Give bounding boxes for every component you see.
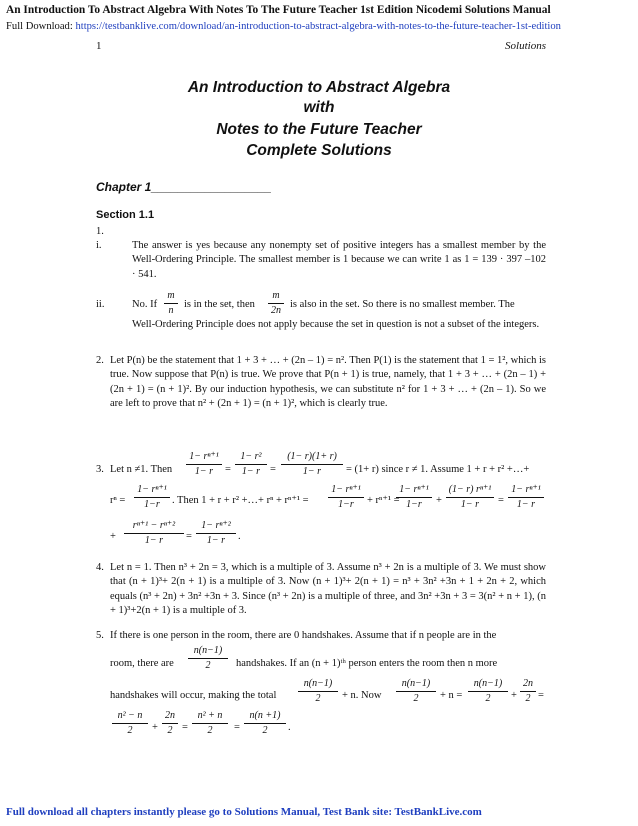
fraction-denominator: 2 (315, 693, 321, 704)
fraction-numerator: 2n (523, 678, 533, 689)
problem-1-ii-text-c: is also in the set. So there is no smallest member. The (290, 299, 515, 310)
fraction-split-a (396, 484, 432, 511)
fraction-denominator: 1− r (144, 535, 164, 546)
fraction-1-minus-r-n1 (186, 451, 222, 478)
problem-3-line2-e: = (498, 495, 504, 506)
fraction-difference (124, 520, 184, 547)
chapter-heading: Chapter 1__________________ (96, 180, 272, 194)
fraction-numerator: n(n +1) (249, 710, 281, 721)
fraction-numerator: 1− rⁿ⁺¹ (399, 484, 429, 495)
problem-5-line3-c: + n = (440, 690, 463, 701)
fraction-denominator: 1− r (516, 499, 536, 510)
problem-1-i-text: The answer is yes because any nonempty set of positive integers has a smallest member by the Well-Ordering Principle. The smallest member is 1 because we can write 1 as 1 = 139 · 397 –102 · 541. (132, 240, 546, 280)
fraction-denominator: 2 (413, 693, 419, 704)
fraction-numerator: n(n−1) (473, 678, 503, 689)
problem-3-line2-d: + (436, 495, 442, 506)
fraction-denominator: 2 (207, 725, 213, 736)
problem-3-line2-c: + rⁿ⁺¹ = (367, 495, 400, 506)
problem-4-number: 4. (96, 562, 104, 573)
fraction-denominator: 2 (127, 725, 133, 736)
fraction-denominator: 1− r (194, 466, 214, 477)
document-header-title: An Introduction To Abstract Algebra With Notes To The Future Teacher 1st Edition Nicodemi Solutions Manual (6, 4, 551, 16)
fraction-final (244, 710, 286, 737)
page-number: 1 (96, 40, 102, 52)
fraction-denominator: 2 (525, 693, 531, 704)
fraction-denominator: 1− r (206, 535, 226, 546)
problem-3-line3-a: + (110, 531, 116, 542)
fraction-numerator: n(n−1) (193, 645, 223, 656)
problem-5-line4-c: = (234, 722, 240, 733)
fraction-denominator: 2n (271, 305, 281, 316)
problem-5-line2-b: handshakes. If an (n + 1)ᵗʰ person enters the room then n more (236, 658, 498, 669)
problem-3-line2-a: rⁿ = (110, 495, 126, 506)
problem-1-ii-label: ii. (96, 299, 105, 310)
fraction-denominator: 2 (205, 660, 211, 671)
problem-5-line2-a: room, there are (110, 658, 174, 669)
fraction-n2-plus-n (192, 710, 228, 737)
fraction-split-b (446, 484, 494, 511)
download-label: Full Download: (6, 21, 76, 32)
problem-3-line3-b: = (186, 531, 192, 542)
problem-5-line3-b: + n. Now (342, 690, 382, 701)
problem-5-line3-e: = (538, 690, 544, 701)
fraction-numerator: n(n−1) (303, 678, 333, 689)
fraction-denominator: n (168, 305, 174, 316)
fraction-numerator: 1− rⁿ⁺¹ (331, 484, 361, 495)
running-head: Solutions (505, 40, 546, 52)
problem-5-number: 5. (96, 630, 104, 641)
fraction-assumption (134, 484, 170, 511)
problem-1-i-label: i. (96, 240, 102, 251)
fraction-numerator: n² − n (117, 710, 143, 721)
fraction-denominator: 2 (485, 693, 491, 704)
problem-1-number: 1. (96, 226, 104, 237)
fraction-denominator: 1−r (144, 499, 160, 510)
fraction-numerator: 1− rⁿ⁺¹ (189, 451, 219, 462)
section-heading: Section 1.1 (96, 209, 155, 221)
problem-2-number: 2. (96, 355, 104, 366)
fraction-m-over-2n (268, 290, 284, 317)
fraction-result (196, 520, 236, 547)
fraction-1-minus-r2 (235, 451, 267, 478)
problem-5-line4-d: . (288, 722, 291, 733)
problem-1-ii-text-b: is in the set, then (184, 299, 255, 310)
title-line-1: An Introduction to Abstract Algebra (187, 79, 451, 96)
equals-sign: = (270, 464, 276, 475)
problem-5-line1: If there is one person in the room, there are 0 handshakes. Assume that if n people are in the (110, 630, 497, 641)
fraction-2n-over-2 (162, 710, 178, 737)
problem-5-line3-d: + (511, 690, 517, 701)
problem-5-line3-a: handshakes will occur, making the total (110, 690, 277, 701)
fraction-numerator: 1− rⁿ⁺¹ (511, 484, 541, 495)
problem-2-text: Let P(n) be the statement that 1 + 3 + … + (2n – 1) = n². Then P(1) is the statement that 1 = 1², which is true. Now suppose that P(n) is true. We prove that P(n + 1) is true, namely, that 1 + 3 + … + (2n – 1) + (2n + 1) = (n + 1)². By our induction hypothesis, we can substitute n² for 1 + 3 + … + (2n – 1). So we are left to prove that n² + (2n + 1) = (n + 1)², which is clearly true. (110, 355, 546, 409)
fraction-numerator: 2n (165, 710, 175, 721)
fraction-numerator: 1− r² (240, 451, 262, 462)
fraction-total (298, 678, 338, 705)
fraction-numerator: 1− rⁿ⁺² (201, 520, 231, 531)
title-line-3: Notes to the Future Teacher (216, 121, 422, 138)
download-link[interactable]: https://testbanklive.com/download/an-introduction-to-abstract-algebra-with-notes-to-the-future-teacher-1st-edition (75, 21, 561, 32)
problem-5-line4-b: = (182, 722, 188, 733)
fraction-denominator: 2 (262, 725, 268, 736)
fraction-sum (328, 484, 364, 511)
fraction-numerator: n² + n (197, 710, 223, 721)
problem-3-number: 3. (96, 464, 104, 475)
fraction-numerator: rⁿ⁺¹ − rⁿ⁺² (132, 520, 176, 531)
download-line (6, 21, 561, 32)
title-line-2: with (303, 99, 335, 116)
problem-5-line4-a: + (152, 722, 158, 733)
fraction-2n-over-2 (520, 678, 536, 705)
footer-download-link[interactable]: Full download all chapters instantly please go to Solutions Manual, Test Bank site: TestBankLive.com (6, 806, 482, 818)
fraction-sum-a (468, 678, 508, 705)
fraction-numerator: m (272, 290, 280, 301)
equals-sign: = (225, 464, 231, 475)
fraction-denominator: 1− r (241, 466, 261, 477)
problem-1-ii-text-a: No. If (132, 299, 158, 310)
fraction-numerator: (1− r)(1+ r) (287, 451, 337, 462)
problem-3-line2-b: . Then 1 + r + r² +…+ rⁿ + rⁿ⁺¹ = (172, 495, 309, 506)
fraction-factored (281, 451, 343, 478)
fraction-denominator: 1−r (406, 499, 422, 510)
problem-3-line1-a: Let n ≠1. Then (110, 464, 173, 475)
fraction-now (396, 678, 436, 705)
problem-3-line3-c: . (238, 531, 241, 542)
problem-4-text: Let n = 1. Then n³ + 2n = 3, which is a multiple of 3. Assume n³ + 2n is a multiple of 3. We must show that (n + 1)³+ 2(n + 1) is a multiple of 3. Now (n + 1)³+ 2(n + 1) = n³ + 3n² +3n + 1 + 2n + 2, which equals (n³ + 2n) + 3n² +3n + 3. Since (n³ + 2n) is a multiple of three, and 3n² +3n + 3 = 3(n² + n + 1), (n + 1)³+2(n + 1) is a multiple of 3. (110, 562, 546, 616)
fraction-denominator: 1− r (302, 466, 322, 477)
fraction-n2-minus-n (112, 710, 148, 737)
fraction-handshakes (188, 645, 228, 672)
fraction-denominator: 1− r (460, 499, 480, 510)
fraction-split-c (508, 484, 544, 511)
fraction-numerator: m (167, 290, 175, 301)
fraction-denominator: 2 (167, 725, 173, 736)
fraction-m-over-n (164, 290, 178, 317)
title-line-4: Complete Solutions (246, 142, 392, 159)
problem-3-line1-b: = (1+ r) since r ≠ 1. Assume 1 + r + r² +…+ (346, 464, 530, 475)
fraction-numerator: 1− rⁿ⁺¹ (137, 484, 167, 495)
fraction-numerator: n(n−1) (401, 678, 431, 689)
fraction-numerator: (1− r) rⁿ⁺¹ (448, 484, 492, 495)
problem-1-ii-text-rest: Well-Ordering Principle does not apply because the set in question is not a subset of the integers. (132, 319, 540, 330)
fraction-denominator: 1−r (338, 499, 354, 510)
